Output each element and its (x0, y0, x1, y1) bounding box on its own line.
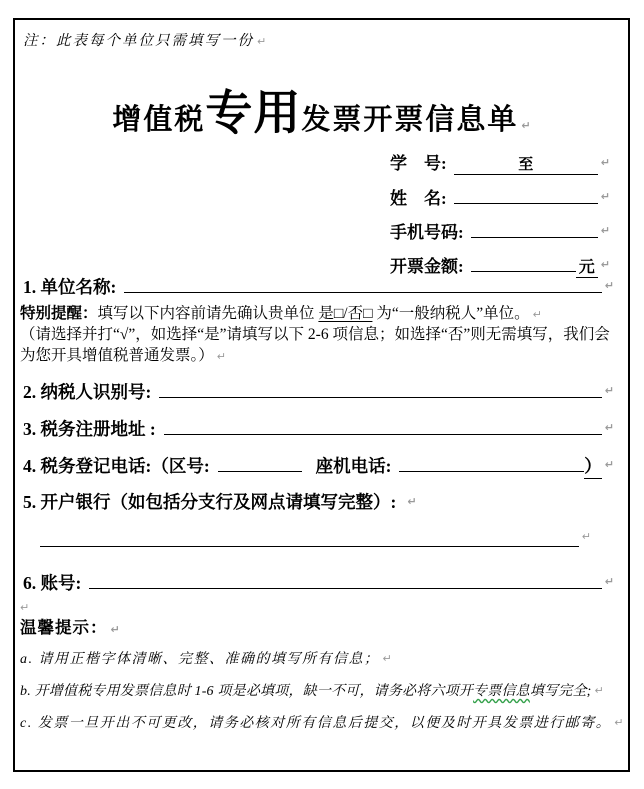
mobile-row (390, 217, 610, 243)
tax-address-label: 3. 税务注册地址 : (23, 419, 156, 439)
bank-label: 5. 开户银行（如包括分支行及网点请填写完整）: (23, 492, 397, 512)
paragraph-mark: ↵ (600, 155, 610, 169)
name-label: 姓 名: (390, 189, 447, 208)
paragraph-mark: ↵ (604, 458, 614, 471)
tips-heading: 温馨提示： (20, 618, 108, 637)
tip-c-text: c. 发票一旦开出不可更改，请务必核对所有信息后提交，以便及时开具发票进行邮寄。 (20, 716, 612, 731)
paragraph-mark: ↵ (532, 308, 542, 321)
paragraph-mark: ↵ (594, 683, 604, 697)
form-sheet (13, 18, 630, 772)
amount-field[interactable] (471, 251, 576, 272)
landline-label: 座机电话: (315, 456, 392, 476)
paragraph-mark: ↵ (604, 383, 614, 397)
reminder-heading: 特别提醒： (20, 305, 98, 322)
close-paren: ） (584, 453, 602, 479)
form-title (15, 76, 628, 143)
paragraph-mark: ↵ (20, 601, 30, 614)
taxpayer-id-field[interactable] (159, 376, 601, 398)
tip-a (20, 648, 393, 668)
reminder-line1 (20, 303, 618, 324)
reminder-text2: 为“一般纳税人”单位。 (372, 305, 530, 322)
mobile-field[interactable] (471, 217, 598, 238)
account-line (23, 567, 614, 595)
tip-c (20, 712, 625, 732)
bank-line (23, 489, 614, 514)
company-name-line (23, 271, 614, 299)
tip-a-text: a. 请用正楷字体清晰、完整、准确的填写所有信息； (20, 652, 380, 667)
paragraph-mark: ↵ (216, 350, 226, 363)
paragraph-mark: ↵ (257, 35, 269, 48)
reminder-paren-text: （请选择并打“√”，如选择“是”请填写以下 2-6 项信息；如选择“否”则无需填写，我们会为您开具增值税普通发票。） (20, 326, 610, 364)
account-field[interactable] (89, 567, 601, 589)
tip-b (20, 680, 604, 700)
reminder-paren (20, 324, 618, 366)
tax-address-field[interactable] (164, 413, 602, 435)
yes-no-checkboxes[interactable]: 是□/否□ (318, 305, 373, 322)
top-note (23, 29, 268, 50)
student-id-field[interactable] (454, 153, 598, 175)
bank-field-line (40, 525, 591, 547)
title-emphasis: 专用 (205, 88, 302, 140)
tax-address-line (23, 413, 614, 441)
special-reminder (20, 303, 618, 366)
account-label: 6. 账号: (23, 573, 82, 593)
amount-unit: 元 (576, 254, 598, 278)
landline-field[interactable] (399, 450, 584, 472)
name-field[interactable] (454, 183, 598, 204)
paragraph-mark: ↵ (600, 258, 610, 271)
tax-phone-label: 4. 税务登记电话:（区号: (23, 456, 210, 476)
taxpayer-id-label: 2. 纳税人识别号: (23, 382, 152, 402)
amount-label: 开票金额: (390, 257, 464, 276)
title-pre: 增值税 (112, 104, 206, 136)
paragraph-mark: ↵ (604, 420, 614, 434)
student-id-field-text: 至 (518, 157, 534, 173)
student-id-row (390, 149, 610, 175)
top-note-text: 注：此表每个单位只需填写一份 (23, 33, 254, 49)
paragraph-mark: ↵ (581, 529, 591, 543)
paragraph-mark: ↵ (521, 119, 531, 132)
tip-b-text: b. 开增值税专用发票信息时 1-6 项是必填项，缺一不可，请务必将六项开专票信息填写完全; (20, 684, 592, 699)
bank-field[interactable] (40, 525, 579, 547)
paragraph-mark: ↵ (382, 651, 394, 665)
paragraph-mark: ↵ (407, 495, 417, 508)
taxpayer-id-line (23, 376, 614, 404)
company-name-label: 1. 单位名称: (23, 277, 117, 297)
paragraph-mark: ↵ (604, 278, 614, 292)
paragraph-mark: ↵ (604, 574, 614, 588)
paragraph-mark: ↵ (600, 189, 610, 203)
title-post: 发票开票信息单 (301, 104, 519, 136)
mobile-label: 手机号码: (390, 223, 464, 242)
tax-phone-line (23, 450, 614, 479)
paragraph-mark: ↵ (600, 223, 610, 237)
spellcheck-wavy-underline: 专票信息 (473, 684, 530, 699)
tips-heading-line (20, 614, 121, 638)
reminder-text1: 填写以下内容前请先确认贵单位 (97, 305, 319, 322)
paragraph-mark: ↵ (110, 623, 121, 636)
company-name-field[interactable] (124, 271, 601, 293)
student-id-label: 学 号: (390, 154, 447, 173)
area-code-field[interactable] (218, 450, 302, 472)
name-row (390, 183, 610, 209)
paragraph-mark: ↵ (614, 715, 625, 729)
